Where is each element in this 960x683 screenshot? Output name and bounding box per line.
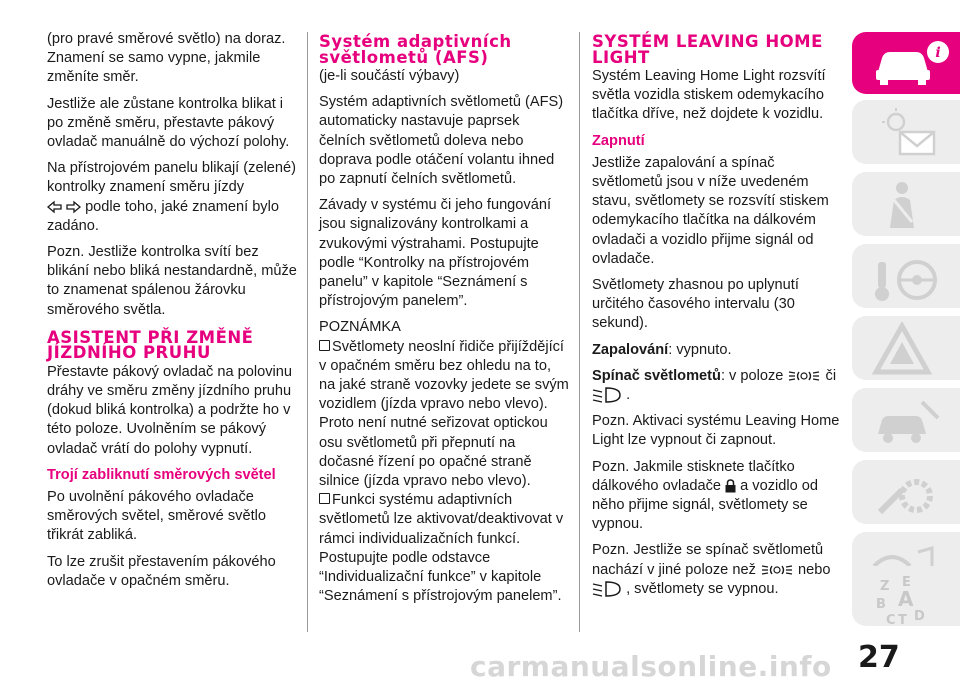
paragraph: Pozn. Jestliže kontrolka svítí bez blikání nebo bliká nestandardně, může to znamenat spálenou žárovku směrového světla.	[47, 244, 297, 318]
paragraph: Jestliže ale zůstane kontrolka blikat i po změně směru, přestavte pákový ovladač manuálně do výchozí polohy.	[47, 95, 290, 151]
paragraph: Spínač světlometů: v poloze či .	[592, 367, 837, 404]
note-square-icon	[319, 493, 330, 504]
low-beam-icon	[592, 580, 622, 598]
tab-car-info[interactable]	[852, 32, 960, 94]
page-number: 27	[858, 640, 900, 675]
tab-servicing[interactable]	[852, 388, 960, 452]
tab-in-emergency[interactable]	[852, 316, 960, 380]
paragraph: Po uvolnění pákového ovladače směrových světel, směrové světlo třikrát zabliká.	[47, 489, 266, 544]
column-divider	[579, 32, 580, 632]
paragraph: Jestliže zapalování a spínač světlometů jsou v níže uvedeném stavu, světlomety se rozsvítí stiskem odemykacího tlačítka na dálkovém ovladači a vozidlo přijme signál od ovladače.	[592, 154, 829, 267]
paragraph: Pozn. Jestliže se spínač světlometů nachází v jiné poloze než nebo , světlomety se vypnou.	[592, 542, 831, 597]
svg-text:T: T	[898, 613, 907, 628]
section-heading: Systém adaptivních světlometů (AFS)	[319, 32, 512, 67]
tab-starting-driving[interactable]	[852, 244, 960, 308]
car-info-icon	[872, 38, 952, 88]
alphabet-index-icon	[872, 572, 952, 628]
paragraph: Přestavte pákový ovladač na polovinu dráhy ve směru změny jízdního pruhu (dokud bliká kontrolka) a podržte ho v této poloze. Uvolněním se pákový ovladač vrátí do polohy vypnutí.	[47, 363, 293, 457]
tab-safety[interactable]	[852, 172, 960, 236]
light-envelope-icon	[872, 106, 942, 162]
subheading: Trojí zabliknutí směrových světel	[47, 466, 276, 483]
svg-text:A: A	[898, 587, 914, 611]
watermark: carmanualsonline.info	[470, 650, 832, 683]
paragraph: Pozn. Jakmile stisknete tlačítko dálkového ovladače a vozidlo od něho přijme signál, světlomety se vypnou.	[592, 458, 819, 533]
paragraph: Systém Leaving Home Light rozsvítí světla vozidla stiskem odemykacího tlačítka dříve, než dojdete k vozidlu.	[592, 68, 826, 123]
paragraph: (pro pravé směrové světlo) na doraz. Znamení se samo vypne, jakmile změníte směr.	[47, 31, 286, 86]
paragraph: Systém adaptivních světlometů (AFS) automaticky nastavuje paprsek čelních světlometů doleva nebo doprava podle otáčení volantu ihned po zapnutí čelních světlometů.	[319, 94, 564, 188]
column-divider	[307, 32, 308, 632]
paragraph: To lze zrušit přestavením pákového ovladače v opačném směru.	[47, 553, 276, 589]
lock-icon	[725, 479, 736, 493]
column-1	[47, 30, 297, 598]
svg-text:E: E	[902, 575, 911, 590]
key-steering-wheel-icon	[872, 250, 947, 306]
column-2	[319, 30, 569, 613]
paragraph: Na přístrojovém panelu blikají (zelené) kontrolky znamení směru jízdy podle toho, jaké znamení bylo zadáno.	[47, 160, 297, 234]
section-heading: ASISTENT PŘI ZMĚNĚ JÍZDNÍHO PRUHU	[47, 327, 254, 363]
paragraph: Závady v systému či jeho fungování jsou signalizovány kontrolkami a zvukovými výstrahami. Postupujte podle “Kontrolky na přístrojovém panelu” v kapitole “Seznámení s přístrojovým panelem”.	[319, 197, 551, 310]
note-square-icon	[319, 340, 330, 351]
tab-technical-data[interactable]	[852, 460, 960, 524]
wrench-car-icon	[872, 394, 947, 450]
warning-triangle-icon	[872, 322, 942, 378]
turn-signal-arrows-icon	[47, 200, 81, 214]
svg-text:C: C	[886, 613, 896, 628]
paragraph: Světlomety zhasnou po uplynutí určitého časového intervalu (30 sekund).	[592, 277, 799, 332]
note-paragraph: Funkci systému adaptivních světlometů lze aktivovat/deaktivovat v rámci individualizačních funkcí. Postupujte podle odstavce “Individualizační funkce” v kapitole “Seznámení s přístrojovým panelem”.	[319, 492, 564, 605]
paragraph: Pozn. Aktivaci systému Leaving Home Light lze vypnout či zapnout.	[592, 413, 840, 449]
section-heading: SYSTÉM LEAVING HOME LIGHT	[592, 32, 823, 67]
svg-text:B: B	[876, 597, 886, 612]
svg-text:i: i	[935, 45, 941, 61]
parking-lights-icon	[760, 562, 794, 578]
tab-warning-lights[interactable]	[852, 100, 960, 164]
paragraph: Zapalování: vypnuto.	[592, 341, 732, 358]
note-label: POZNÁMKA	[319, 319, 401, 336]
svg-text:Z: Z	[880, 579, 890, 594]
note-paragraph: Světlomety neoslní řidiče přijíždějící v opačném směru bez ohledu na to, na jaké straně vozovky jedete se svým vozidlem (jízda vpravo nebo vlevo). Proto není nutné seřizovat optickou osu světlometů při přepnutí na dočasné řízení po opačné straně silnice (jízda vpravo nebo vlevo).	[319, 338, 569, 490]
parking-lights-icon	[787, 368, 821, 384]
tab-index[interactable]	[852, 566, 960, 626]
low-beam-icon	[592, 386, 622, 404]
wrench-gear-icon	[872, 466, 947, 522]
subheading: Zapnutí	[592, 132, 645, 149]
column-3	[592, 30, 842, 606]
svg-text:D: D	[914, 609, 925, 624]
seatbelt-person-icon	[872, 178, 942, 234]
paragraph: (je-li součástí výbavy)	[319, 68, 460, 84]
